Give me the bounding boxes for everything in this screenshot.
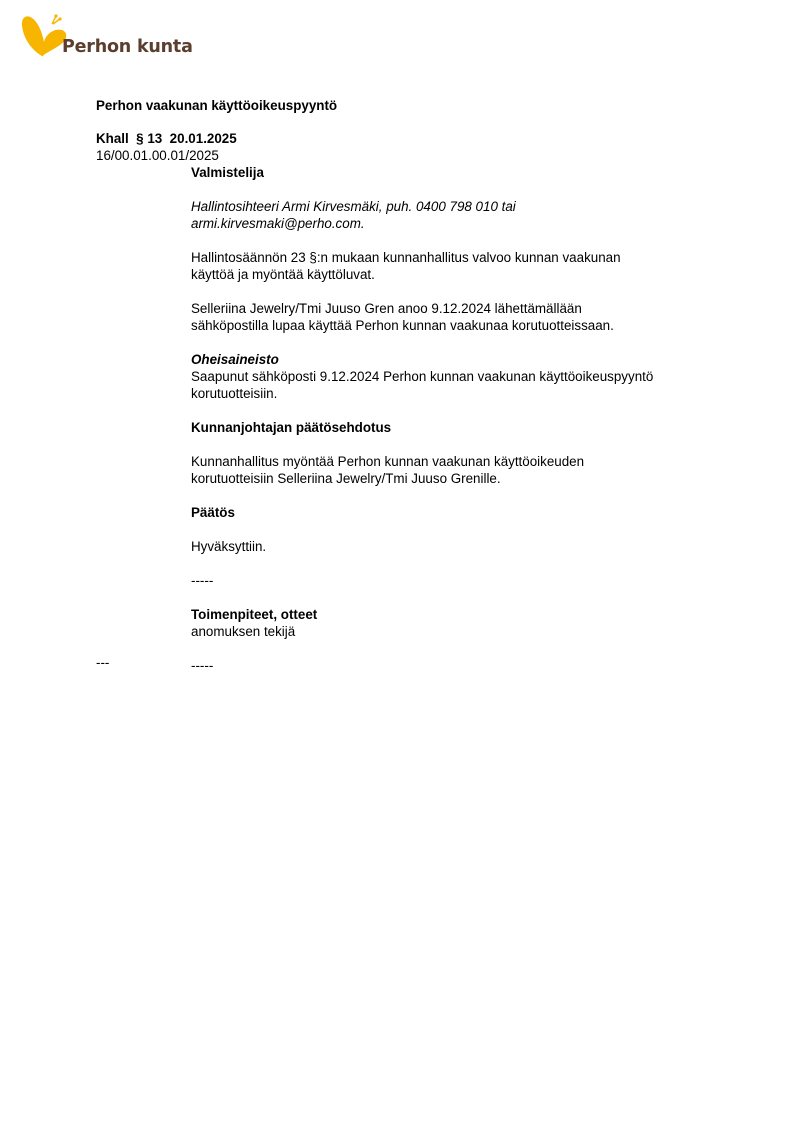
proposal-line: korutuotteisiin Selleriina Jewelry/Tmi Juuso Grenille. <box>191 471 501 486</box>
actions-text: anomuksen tekijä <box>191 624 296 639</box>
logo <box>20 11 193 63</box>
end-marker: --- <box>96 655 110 670</box>
logo-text: Perhon kunta <box>62 37 193 57</box>
paragraph-line: Selleriina Jewelry/Tmi Juuso Gren anoo 9.12.2024 lähettämällään <box>191 301 582 316</box>
decision-heading: Päätös <box>191 505 235 520</box>
attachment-line: Saapunut sähköposti 9.12.2024 Perhon kunnan vaakunan käyttöoikeuspyyntö <box>191 369 654 384</box>
separator: ----- <box>191 573 214 588</box>
diary-number: 16/00.01.00.01/2025 <box>96 148 219 163</box>
decision-text: Hyväksyttiin. <box>191 539 267 554</box>
attachment-heading: Oheisaineisto <box>191 352 279 367</box>
paragraph-line: sähköpostilla lupaa käyttää Perhon kunnan vaakunaa korutuotteissaan. <box>191 318 614 333</box>
paragraph-line: Hallintosäännön 23 §:n mukaan kunnanhallitus valvoo kunnan vaakunan <box>191 250 621 265</box>
proposal-line: Kunnanhallitus myöntää Perhon kunnan vaakunan käyttöoikeuden <box>191 454 585 469</box>
document-title: Perhon vaakunan käyttöoikeuspyyntö <box>96 98 338 113</box>
actions-heading: Toimenpiteet, otteet <box>191 607 318 622</box>
document-body <box>191 164 751 674</box>
attachment-line: korutuotteisiin. <box>191 386 278 401</box>
end-separator: ----- <box>191 658 214 673</box>
proposal-heading: Kunnanjohtajan päätösehdotus <box>191 420 392 435</box>
meeting-reference: Khall § 13 20.01.2025 <box>96 131 237 146</box>
paragraph-line: käyttöä ja myöntää käyttöluvat. <box>191 267 375 282</box>
preparer-heading: Valmistelija <box>191 165 264 180</box>
preparer-email: armi.kirvesmaki@perho.com. <box>191 216 365 231</box>
preparer-line: Hallintosihteeri Armi Kirvesmäki, puh. 0400 798 010 tai <box>191 199 516 214</box>
